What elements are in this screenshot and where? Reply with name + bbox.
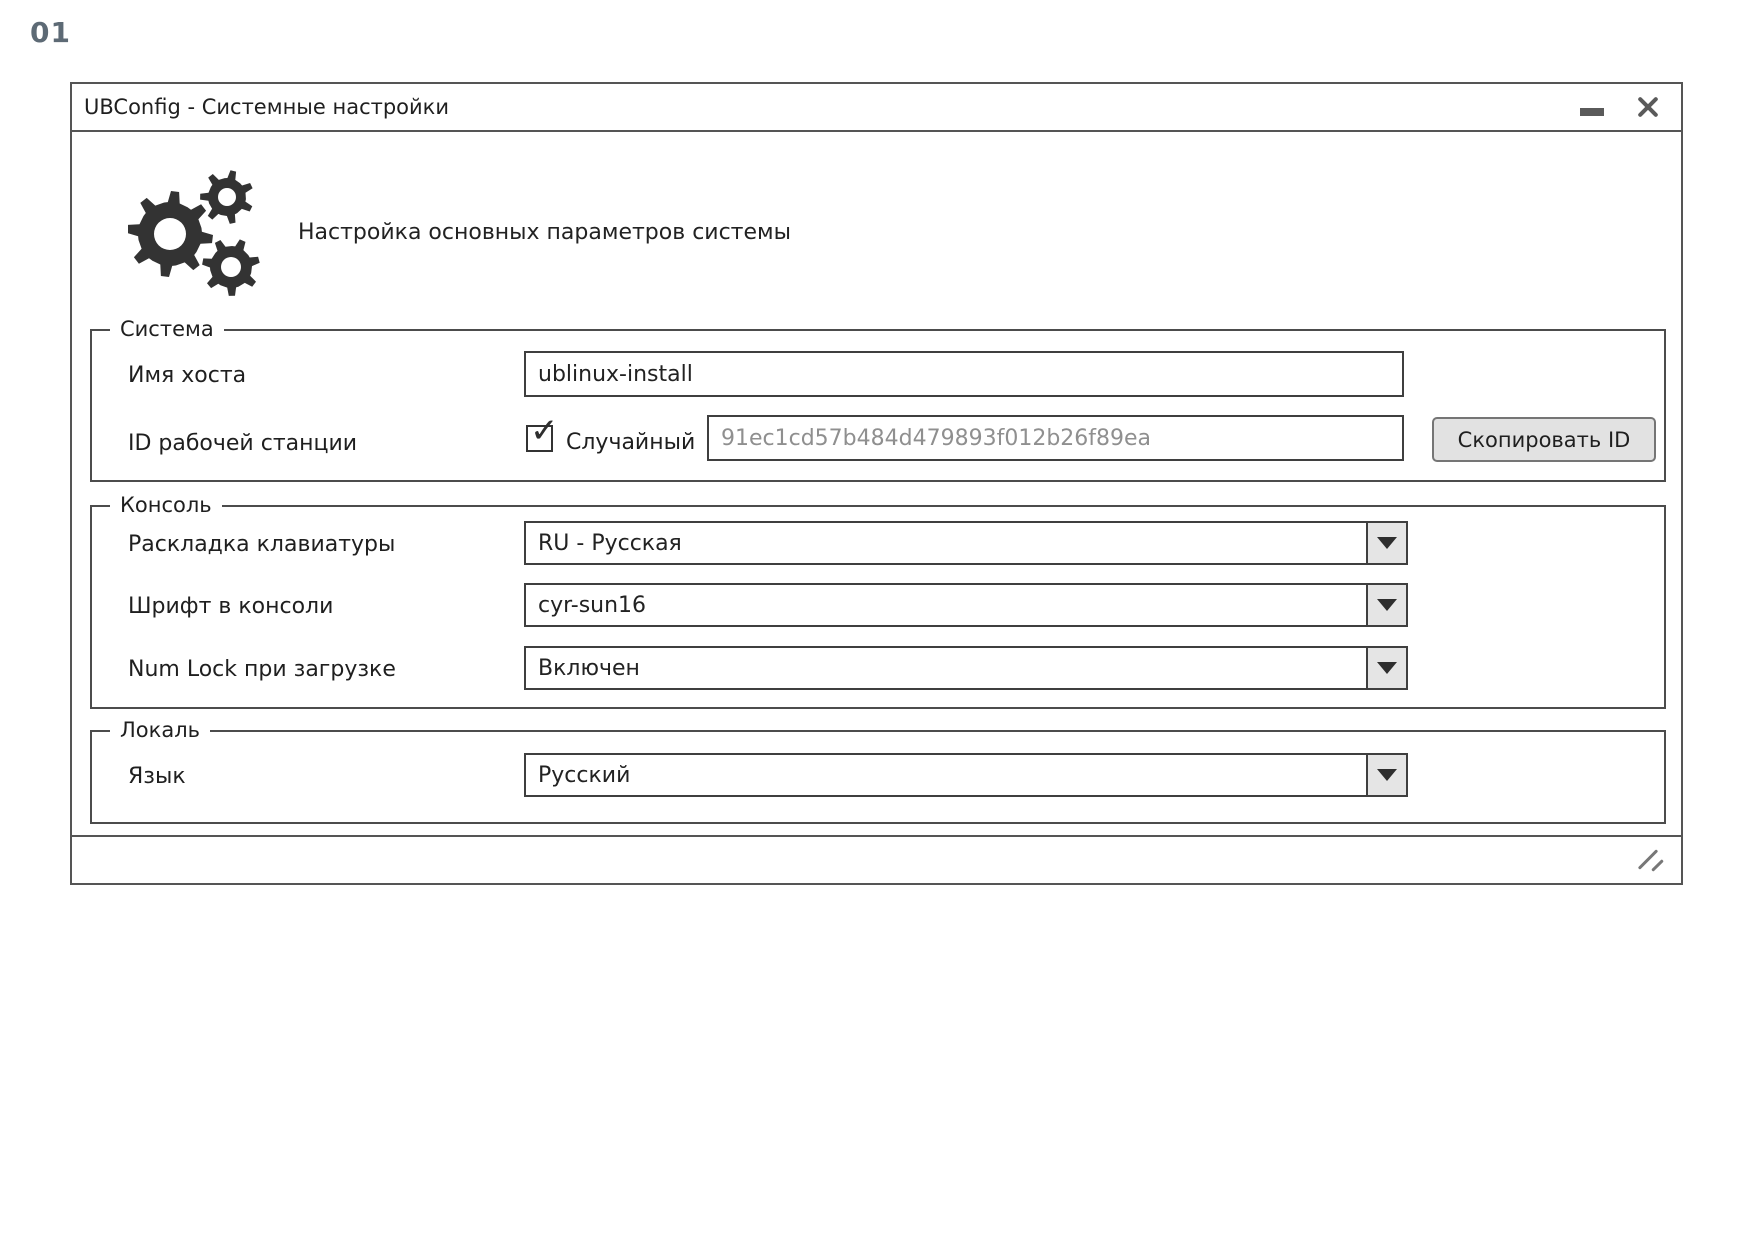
group-console-legend: Консоль xyxy=(110,493,222,517)
window-title: UBConfig - Системные настройки xyxy=(84,95,450,119)
chevron-down-icon xyxy=(1377,537,1397,549)
keyboard-layout-dropdown[interactable] xyxy=(524,521,1408,565)
keyboard-layout-dropdown-button[interactable] xyxy=(1366,523,1406,563)
close-icon xyxy=(1636,95,1660,119)
group-locale xyxy=(90,718,1666,824)
language-dropdown[interactable] xyxy=(524,753,1408,797)
group-system-legend: Система xyxy=(110,317,224,341)
gears-icon xyxy=(128,168,260,302)
minimize-button[interactable] xyxy=(1575,90,1609,124)
chevron-down-icon xyxy=(1377,662,1397,674)
random-id-checkbox[interactable] xyxy=(526,411,559,452)
numlock-label: Num Lock при загрузке xyxy=(128,657,396,682)
status-bar xyxy=(72,835,1681,883)
random-id-checkbox-label: Случайный xyxy=(566,430,696,455)
keyboard-layout-label: Раскладка клавиатуры xyxy=(128,532,396,557)
page-number-label: 01 xyxy=(30,16,71,49)
checkmark-icon: ✓ xyxy=(530,411,559,451)
hostname-label: Имя хоста xyxy=(128,363,247,388)
station-id-input[interactable] xyxy=(707,415,1404,461)
console-font-dropdown[interactable] xyxy=(524,583,1408,627)
keyboard-layout-value: RU - Русская xyxy=(538,530,682,556)
group-system xyxy=(90,317,1666,482)
console-font-value: cyr-sun16 xyxy=(538,592,647,618)
resize-grip[interactable] xyxy=(1629,841,1673,877)
close-button[interactable] xyxy=(1631,90,1665,124)
minimize-icon xyxy=(1580,108,1604,116)
ubconfig-window xyxy=(70,82,1683,885)
numlock-value: Включен xyxy=(538,655,640,681)
console-font-label: Шрифт в консоли xyxy=(128,594,334,619)
language-label: Язык xyxy=(128,764,186,789)
group-console xyxy=(90,493,1666,709)
group-locale-legend: Локаль xyxy=(110,718,210,742)
numlock-dropdown-button[interactable] xyxy=(1366,648,1406,688)
chevron-down-icon xyxy=(1377,769,1397,781)
hostname-input[interactable] xyxy=(524,351,1404,397)
language-value: Русский xyxy=(538,762,631,788)
window-description: Настройка основных параметров системы xyxy=(298,220,792,245)
station-id-label: ID рабочей станции xyxy=(128,431,358,456)
resize-grip-line xyxy=(1651,859,1664,872)
console-font-dropdown-button[interactable] xyxy=(1366,585,1406,625)
title-bar xyxy=(72,84,1681,132)
chevron-down-icon xyxy=(1377,599,1397,611)
language-dropdown-button[interactable] xyxy=(1366,755,1406,795)
numlock-dropdown[interactable] xyxy=(524,646,1408,690)
copy-id-button[interactable]: Скопировать ID xyxy=(1432,417,1656,462)
